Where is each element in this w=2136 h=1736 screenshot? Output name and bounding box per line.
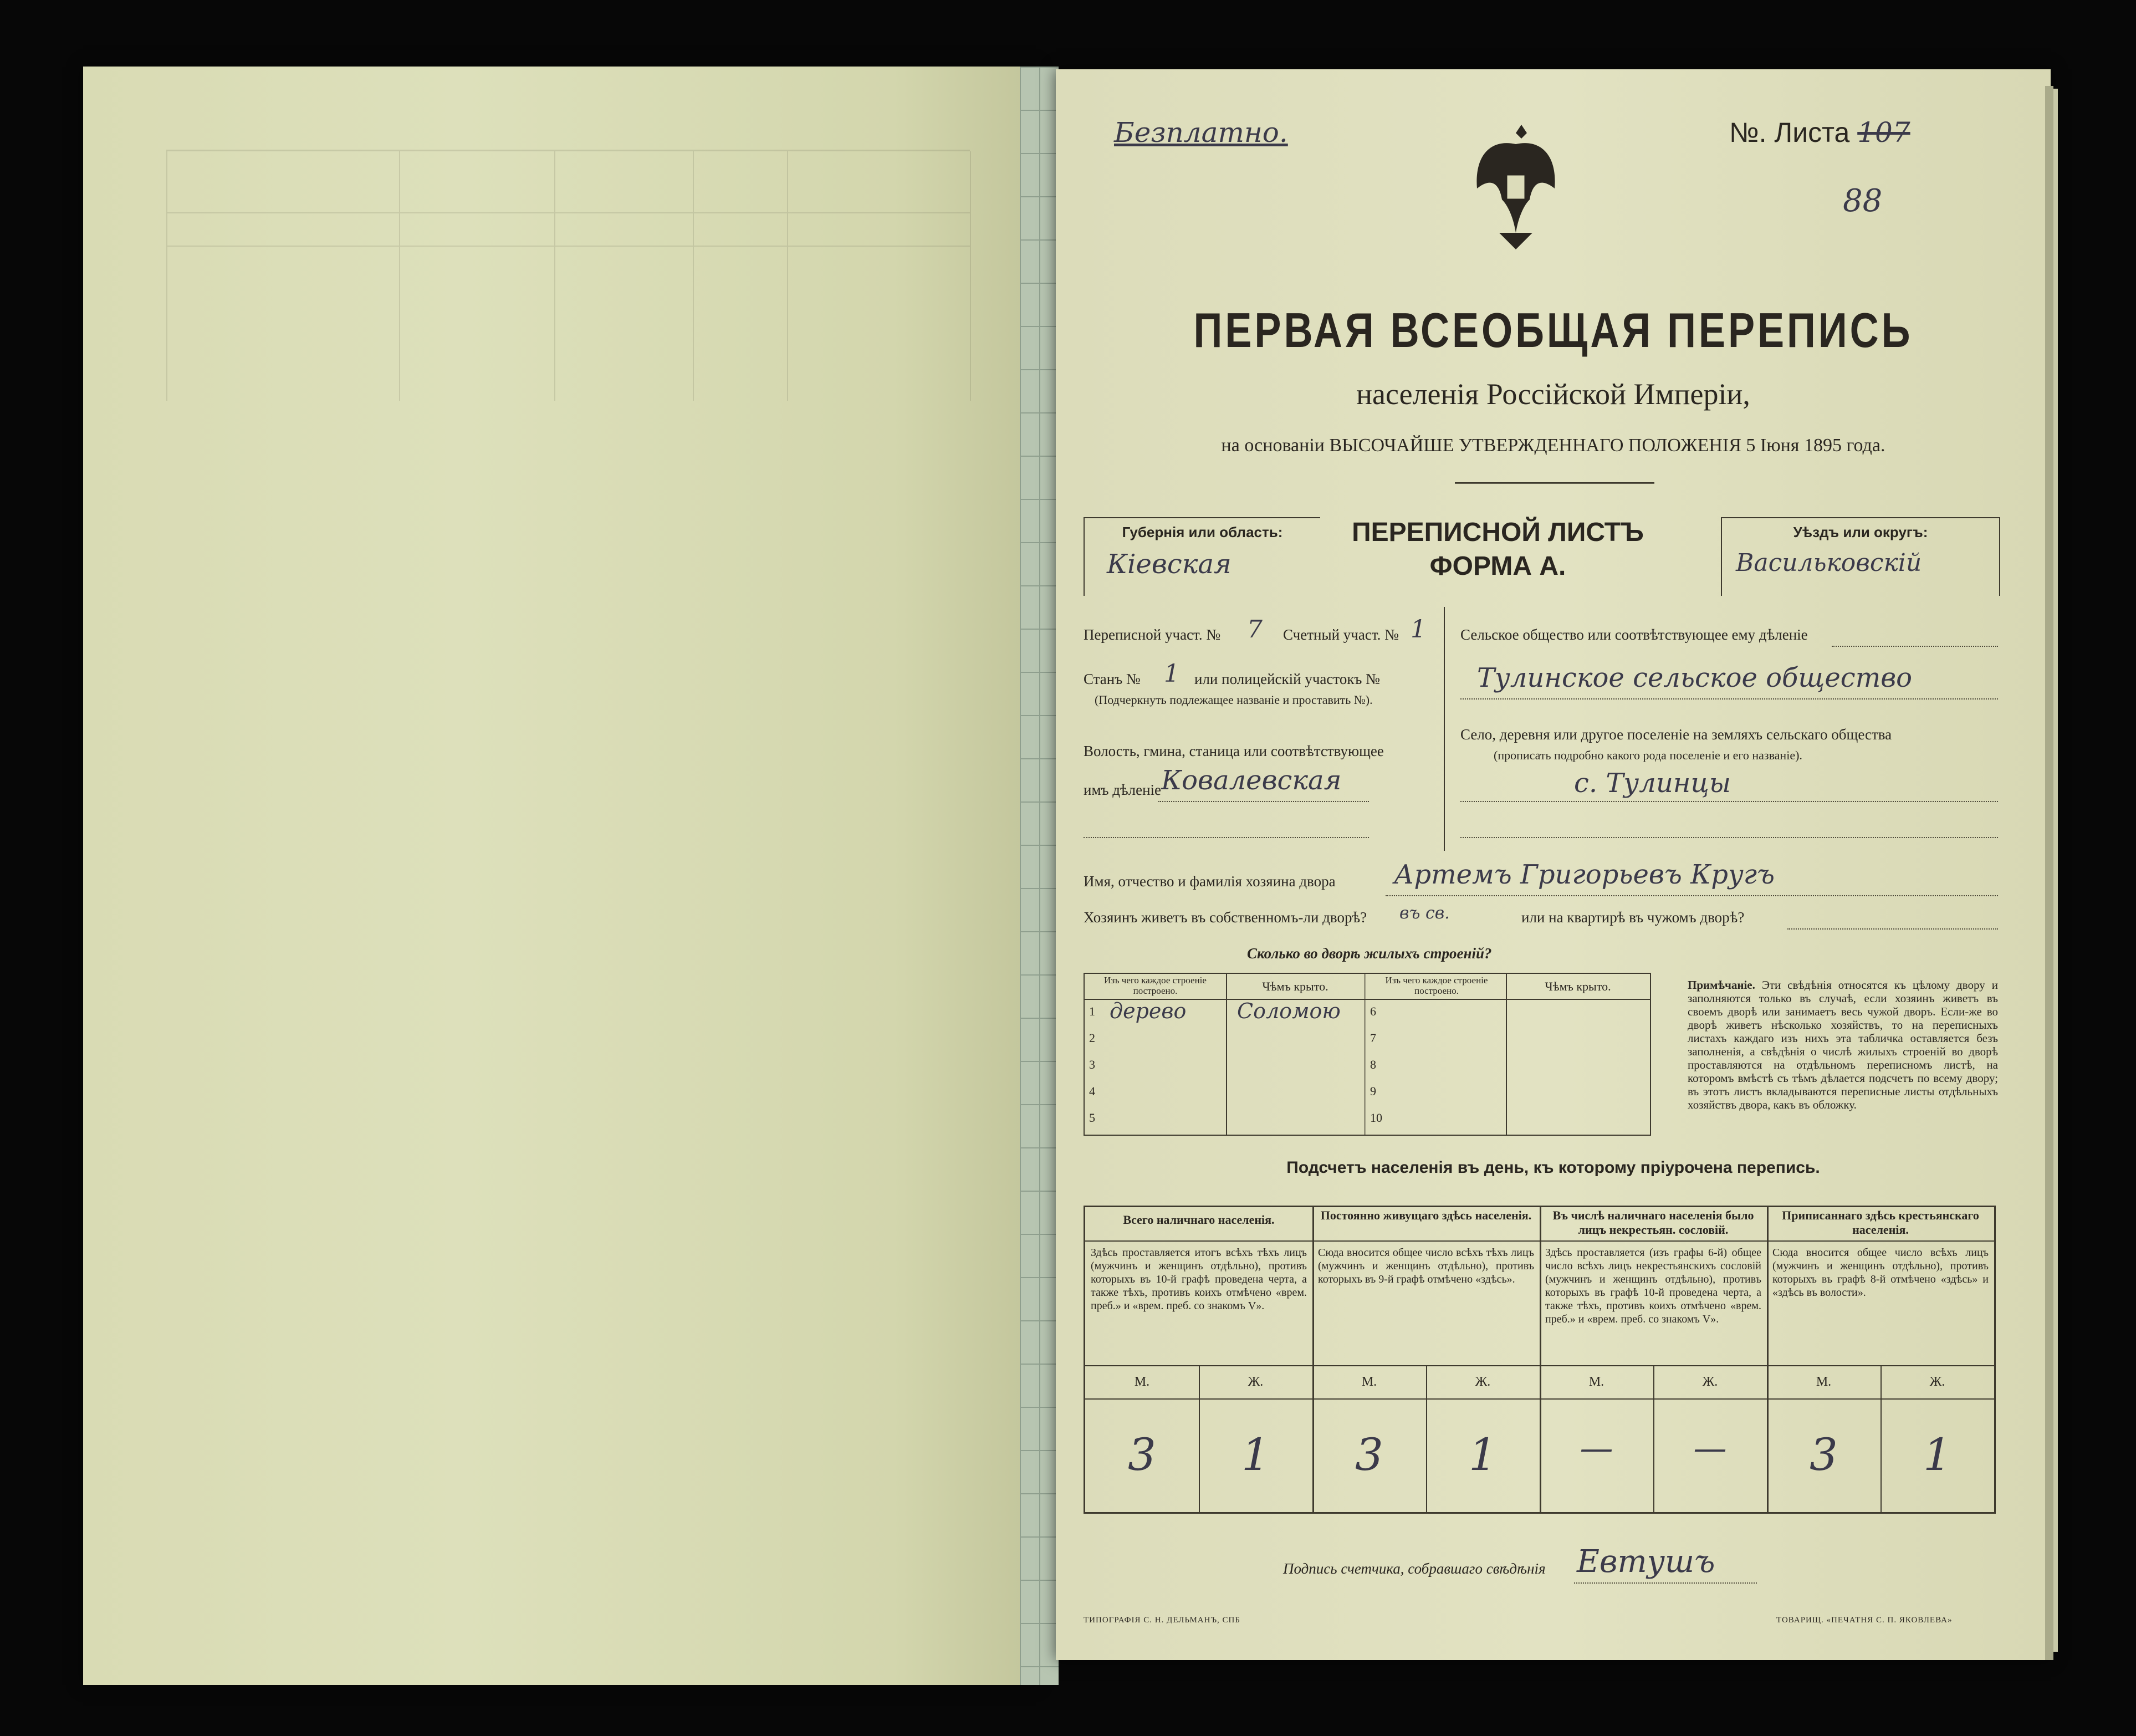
count-value: 3 [1128,1429,1156,1480]
form-title: ПЕРЕПИСНОЙ ЛИСТЪ ФОРМА А. [1352,518,1644,581]
row-number: 7 [1370,1031,1376,1045]
buildings-col3-header: Изъ чего каждое строеніе построено. [1385,975,1488,996]
count-col-title: Всего наличнаго населенія. [1123,1213,1275,1227]
uezd-box: Уѣздъ или округъ: Васильковскій [1721,517,2000,596]
row-number: 6 [1370,1004,1376,1018]
f-label: Ж. [1248,1375,1264,1389]
signature-value: Евтушъ [1577,1544,1715,1580]
sheet-number-value: 88 [1843,183,1883,219]
m-label: М. [1588,1375,1604,1389]
buildings-col2-header: Чѣмъ крыто. [1262,979,1328,993]
page-stack-edge [2053,89,2058,1652]
free-label: Безплатно. [1114,116,1288,149]
count-value: 1 [1241,1429,1270,1480]
owner-name-value: Артемъ Григорьевъ Кругъ [1394,859,1775,890]
signature-label: Подпись счетчика, собравшаго свѣдѣнія [1283,1560,1546,1577]
owner-name-label: Имя, отчество и фамилія хозяина двора [1084,873,1336,890]
schet-field: Счетный участ. № [1283,626,1399,643]
count-value: — [1693,1429,1727,1468]
m-label: М. [1361,1375,1377,1389]
underline-note: (Подчеркнуть подлежащее названіе и проставить №). [1095,693,1373,707]
row-number: 8 [1370,1058,1376,1071]
count-value: — [1580,1429,1613,1468]
stan-value: 1 [1164,660,1179,688]
count-col-title: Приписаннаго здѣсь крестьянскаго населенія. [1782,1208,1979,1237]
row-number: 9 [1370,1084,1376,1098]
buildings-label: Сколько во дворѣ жилыхъ строеній? [1247,945,1492,962]
volost-label-2: имъ дѣленіе [1084,782,1162,798]
f-label: Ж. [1929,1375,1945,1389]
double-headed-eagle-icon [1469,122,1563,252]
row-number: 10 [1370,1111,1382,1125]
census-basis: на основаніи ВЫСОЧАЙШЕ УТВЕРЖДЕННАГО ПОЛОЖЕНІЯ 5 Іюня 1895 года. [1221,435,1885,456]
buildings-col1-header: Изъ чего каждое строеніе построено. [1104,975,1207,996]
uchastok-value: 7 [1247,615,1263,644]
row-number: 4 [1089,1084,1095,1098]
note-block: Примѣчаніе. Эти свѣдѣнія относятся къ цѣлому двору и заполняются только въ случаѣ, если хозяинъ живетъ въ своемъ дворѣ или занимаетъ весь чужой дворъ. Если-же во дворѣ живетъ нѣсколько хозяйствъ, то на переписныхъ листахъ каждаго изъ нихъ эта табличка оставляется безъ заполненія, а свѣдѣнія о числѣ жилыхъ строеній во дворѣ проставляются на отдѣльномъ переписномъ листѣ, на которомъ вмѣстѣ съ тѣмъ дѣлается подсчетъ по всему двору; въ этотъ листъ вкладываются переписные листы отдѣльныхъ хозяйствъ двора, какъ въ обложку. [1688,978,1999,1111]
village-label: Село, деревня или другое поселеніе на земляхъ сельскаго общества [1460,726,1892,743]
field-divider [1444,607,1445,851]
village-value: с. Тулинцы [1574,768,1731,799]
count-value: 3 [1355,1429,1383,1480]
owner-lives-value: въ св. [1399,903,1450,923]
f-label: Ж. [1702,1375,1718,1389]
buildings-col4-header: Чѣмъ крыто. [1545,979,1611,993]
owner-lives-label: Хозяинъ живетъ въ собственномъ-ли дворѣ? [1084,909,1367,926]
m-label: М. [1134,1375,1150,1389]
bleed-through-table [166,150,970,401]
count-col-desc: Здѣсь проставляется итогъ всѣхъ тѣхъ лицъ (мужчинъ и женщинъ отдѣльно), противъ которыхъ въ 10-й графѣ проведена черта, а также тѣхъ, противъ коихъ отмѣчено «врем. преб.» и «врем. преб. со знакомъ V». [1091,1247,1307,1312]
page-stack-edge [2045,86,2053,1660]
count-value: 1 [1469,1429,1497,1480]
society-label: Сельское общество или соотвѣтствующее ему дѣленіе [1460,626,1808,643]
count-col-desc: Сюда вносится общее число всѣхъ тѣхъ лицъ (мужчинъ и женщинъ отдѣльно), противъ которыхъ въ 9-й графѣ отмѣчено «здѣсь». [1318,1247,1534,1285]
row-number: 1 [1089,1004,1095,1018]
count-heading: Подсчетъ населенія въ день, къ которому пріурочена перепись. [1286,1158,1820,1177]
ornamental-rule [1455,482,1654,484]
society-value: Тулинское сельское общество [1477,662,1913,693]
guberniya-value: Кіевская [1107,549,1231,580]
uchastok-field: Переписной участ. № [1084,626,1221,643]
village-note: (прописать подробно какого рода поселеніе и его названіе). [1494,748,1802,762]
left-page [83,67,1036,1685]
count-table [1084,1206,1996,1514]
volost-label: Волость, гмина, станица или соотвѣтствующее [1084,743,1384,759]
census-title: ПЕРВАЯ ВСЕОБЩАЯ ПЕРЕПИСЬ [1193,303,1913,358]
guberniya-box: Губернія или область: Кіевская [1084,517,1320,596]
row-number: 3 [1089,1058,1095,1071]
census-subtitle: населенія Россійской Имперіи, [1356,377,1750,411]
volost-value: Ковалевская [1161,765,1342,796]
count-col-title: Постоянно живущаго здѣсь населенія. [1320,1208,1532,1222]
count-value: 1 [1923,1429,1951,1480]
stan-field: Станъ № [1084,671,1141,687]
printer-left: ТИПОГРАФІЯ С. Н. ДЕЛЬМАНЪ, СПБ [1084,1616,1241,1625]
schet-value: 1 [1411,615,1426,644]
sheet-number-label: №. Листа 107 [1729,116,1910,149]
m-label: М. [1816,1375,1832,1389]
count-col-title: Въ числѣ наличнаго населенія было лицъ некрестьян. сословій. [1552,1208,1754,1237]
count-value: 3 [1810,1429,1838,1480]
row-number: 5 [1089,1111,1095,1125]
uezd-value: Васильковскій [1736,549,1922,577]
f-label: Ж. [1475,1375,1491,1389]
building-material: дерево [1110,999,1187,1023]
printer-right: ТОВАРИЩ. «ПЕЧАТНЯ С. П. ЯКОВЛЕВА» [1776,1616,1953,1625]
row-number: 2 [1089,1031,1095,1045]
count-col-desc: Здѣсь проставляется (изъ графы 6-й) общее число всѣхъ лицъ некрестьянскихъ сословій (мужчинъ и женщинъ отдѣльно), противъ которыхъ въ графѣ 10-й проведена черта, а также тѣхъ, противъ коихъ отмѣчено «врем. преб.» и «врем. преб. со знакомъ V». [1545,1247,1761,1325]
police-field: или полицейскій участокъ № [1194,671,1380,687]
buildings-table [1084,973,1651,1136]
binding-spine [1020,67,1059,1685]
count-col-desc: Сюда вносится общее число всѣхъ лицъ (мужчинъ и женщинъ отдѣльно), противъ которыхъ въ графѣ 8-й отмѣчено «здѣсь» и «здѣсь въ волости». [1772,1247,1989,1299]
census-form-page [1056,69,2051,1660]
apartment-label: или на квартирѣ въ чужомъ дворѣ? [1521,909,1745,926]
building-roof: Соломою [1237,999,1341,1023]
